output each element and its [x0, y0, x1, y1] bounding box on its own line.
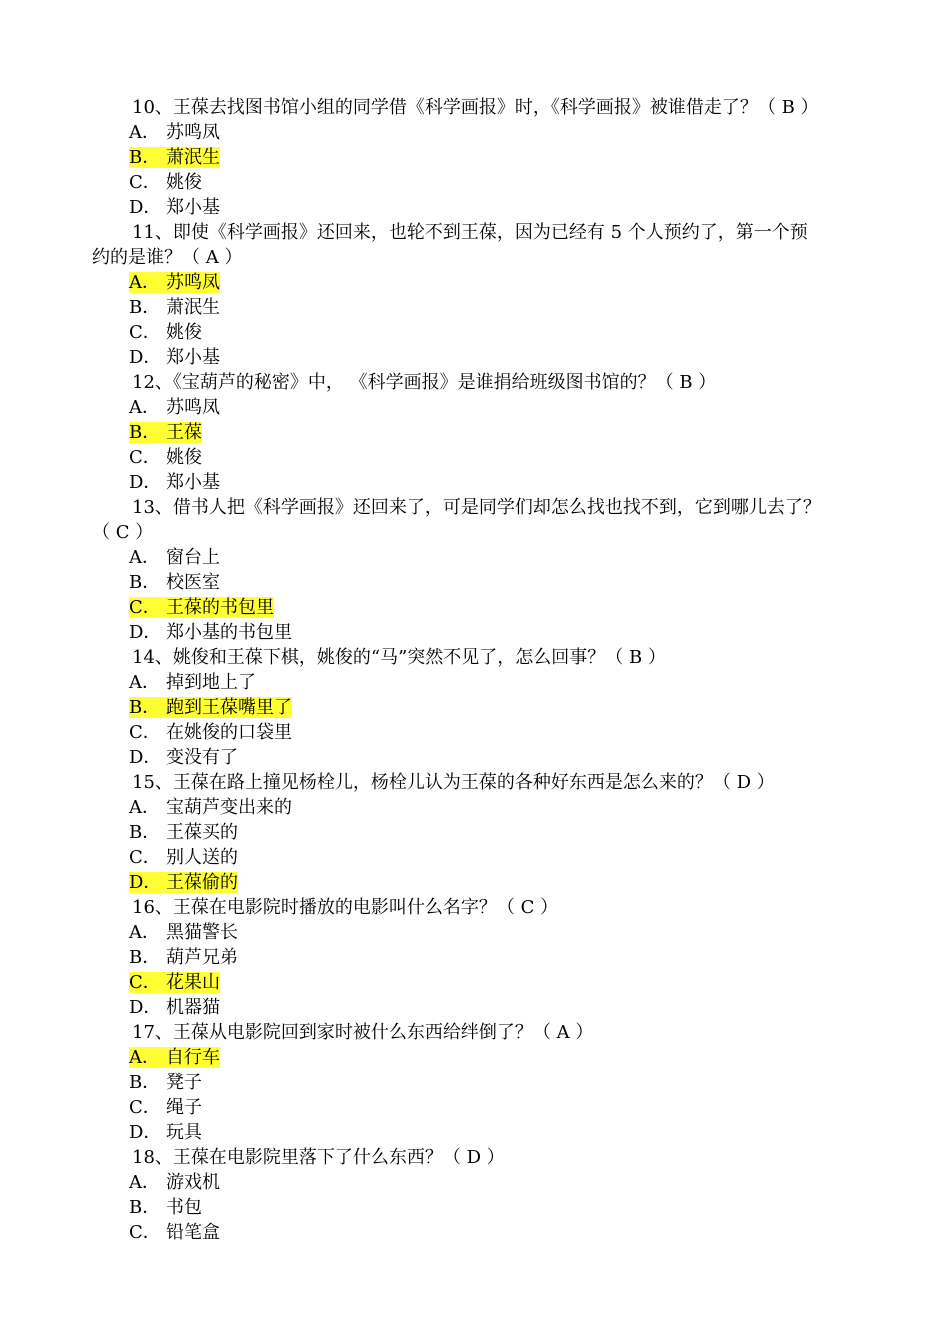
option-text: 王葆偷的: [166, 872, 238, 893]
option-10-d: [0, 195, 950, 220]
option-text: 绳子: [166, 1097, 202, 1118]
option-letter: D．: [129, 997, 162, 1018]
option-10-a: [0, 120, 950, 145]
option-text: 黑猫警长: [166, 922, 238, 943]
option-letter: A．: [129, 672, 160, 693]
question-15: 15、王葆在路上撞见杨栓儿，杨栓儿认为王葆的各种好东西是怎么来的？（ D ）: [132, 772, 775, 793]
option-letter: B．: [129, 947, 161, 968]
document-page: [0, 95, 950, 1245]
option-text: 宝葫芦变出来的: [166, 797, 292, 818]
answer-highlight: [129, 272, 220, 293]
option-16-d: [0, 995, 950, 1020]
question-text: 11、即使《科学画报》还回来，也轮不到王葆，因为已经有 5 个人预约了，第一个预: [132, 222, 808, 243]
question-11: [0, 220, 950, 270]
option-text: 姚俊: [166, 172, 202, 193]
option-letter: A．: [129, 797, 160, 818]
question-12: 12、《宝葫芦的秘密》中， 《科学画报》是谁捐给班级图书馆的？（ B ）: [132, 372, 717, 393]
option-text: 书包: [166, 1197, 202, 1218]
question-10: 10、王葆去找图书馆小组的同学借《科学画报》时，《科学画报》被谁借走了？（ B ）: [132, 97, 819, 118]
question-17: 17、王葆从电影院回到家时被什么东西给绊倒了？（ A ）: [132, 1022, 594, 1043]
option-12-a: [0, 395, 950, 420]
option-15-b: [0, 820, 950, 845]
answer-highlight: [129, 872, 238, 893]
option-text: 自行车: [166, 1047, 220, 1068]
option-letter: B．: [129, 697, 161, 718]
option-text: 苏鸣凤: [166, 122, 220, 143]
option-18-a: [0, 1170, 950, 1195]
option-text: 王葆的书包里: [166, 597, 274, 618]
option-12-b: [0, 420, 950, 445]
option-11-b: [0, 295, 950, 320]
option-text: 掉到地上了: [166, 672, 256, 693]
option-text: 花果山: [166, 972, 220, 993]
option-letter: B．: [129, 297, 161, 318]
option-18-c: [0, 1220, 950, 1245]
option-text: 姚俊: [166, 447, 202, 468]
option-letter: C．: [129, 597, 161, 618]
option-letter: B．: [129, 1197, 161, 1218]
option-text: 萧泯生: [166, 297, 220, 318]
option-13-b: [0, 570, 950, 595]
option-text: 跑到王葆嘴里了: [166, 697, 292, 718]
option-17-c: [0, 1095, 950, 1120]
option-13-a: [0, 545, 950, 570]
option-letter: C．: [129, 447, 161, 468]
option-letter: A．: [129, 547, 160, 568]
option-text: 萧泯生: [166, 147, 220, 168]
option-text: 葫芦兄弟: [166, 947, 238, 968]
question-text-continued: 约的是谁？（ A ）: [92, 247, 243, 268]
option-text: 机器猫: [166, 997, 220, 1018]
option-text: 游戏机: [166, 1172, 220, 1193]
option-15-a: [0, 795, 950, 820]
option-letter: B．: [129, 147, 161, 168]
option-letter: B．: [129, 422, 161, 443]
option-14-a: [0, 670, 950, 695]
option-13-d: [0, 620, 950, 645]
option-letter: C．: [129, 1222, 161, 1243]
option-text: 别人送的: [166, 847, 238, 868]
option-letter: A．: [129, 922, 160, 943]
option-letter: C．: [129, 322, 161, 343]
option-17-b: [0, 1070, 950, 1095]
option-text: 变没有了: [166, 747, 238, 768]
option-text: 苏鸣凤: [166, 397, 220, 418]
option-11-c: [0, 320, 950, 345]
option-letter: D．: [129, 472, 162, 493]
option-10-c: [0, 170, 950, 195]
option-15-d: [0, 870, 950, 895]
question-text-continued: （ C ）: [92, 522, 154, 543]
option-text: 校医室: [166, 572, 220, 593]
option-letter: B．: [129, 1072, 161, 1093]
question-13: [0, 495, 950, 545]
option-text: 窗台上: [166, 547, 220, 568]
question-16: 16、王葆在电影院时播放的电影叫什么名字？（ C ）: [132, 897, 559, 918]
answer-highlight: [129, 147, 220, 168]
option-letter: D．: [129, 1122, 162, 1143]
answer-highlight: [129, 972, 220, 993]
option-11-a: [0, 270, 950, 295]
option-text: 郑小基: [166, 197, 220, 218]
option-letter: A．: [129, 1047, 160, 1068]
option-letter: D．: [129, 347, 162, 368]
option-letter: C．: [129, 847, 161, 868]
option-text: 郑小基的书包里: [166, 622, 292, 643]
option-letter: A．: [129, 122, 160, 143]
answer-highlight: [129, 697, 292, 718]
option-letter: B．: [129, 822, 161, 843]
option-text: 姚俊: [166, 322, 202, 343]
question-text: 13、借书人把《科学画报》还回来了，可是同学们却怎么找也找不到，它到哪儿去了？: [132, 497, 821, 518]
option-letter: C．: [129, 172, 161, 193]
option-14-b: [0, 695, 950, 720]
option-letter: C．: [129, 1097, 161, 1118]
answer-highlight: [129, 422, 202, 443]
option-text: 王葆买的: [166, 822, 238, 843]
option-18-b: [0, 1195, 950, 1220]
answer-highlight: [129, 597, 274, 618]
option-16-a: [0, 920, 950, 945]
option-letter: B．: [129, 572, 161, 593]
option-text: 玩具: [166, 1122, 202, 1143]
option-letter: D．: [129, 747, 162, 768]
option-14-d: [0, 745, 950, 770]
option-text: 在姚俊的口袋里: [166, 722, 292, 743]
option-text: 苏鸣凤: [166, 272, 220, 293]
option-16-b: [0, 945, 950, 970]
option-letter: C．: [129, 722, 161, 743]
option-text: 铅笔盒: [166, 1222, 220, 1243]
option-letter: D．: [129, 197, 162, 218]
option-14-c: [0, 720, 950, 745]
option-text: 凳子: [166, 1072, 202, 1093]
option-16-c: [0, 970, 950, 995]
option-15-c: [0, 845, 950, 870]
answer-highlight: [129, 1047, 220, 1068]
option-13-c: [0, 595, 950, 620]
option-text: 郑小基: [166, 472, 220, 493]
option-11-d: [0, 345, 950, 370]
option-17-d: [0, 1120, 950, 1145]
option-17-a: [0, 1045, 950, 1070]
option-12-c: [0, 445, 950, 470]
option-letter: A．: [129, 397, 160, 418]
option-letter: D．: [129, 872, 162, 893]
option-text: 王葆: [166, 422, 202, 443]
option-letter: D．: [129, 622, 162, 643]
question-14: 14、姚俊和王葆下棋，姚俊的“马”突然不见了，怎么回事？（ B ）: [132, 647, 666, 668]
option-letter: A．: [129, 272, 160, 293]
option-12-d: [0, 470, 950, 495]
option-text: 郑小基: [166, 347, 220, 368]
option-letter: A．: [129, 1172, 160, 1193]
option-10-b: [0, 145, 950, 170]
option-letter: C．: [129, 972, 161, 993]
question-18: 18、王葆在电影院里落下了什么东西？（ D ）: [132, 1147, 505, 1168]
